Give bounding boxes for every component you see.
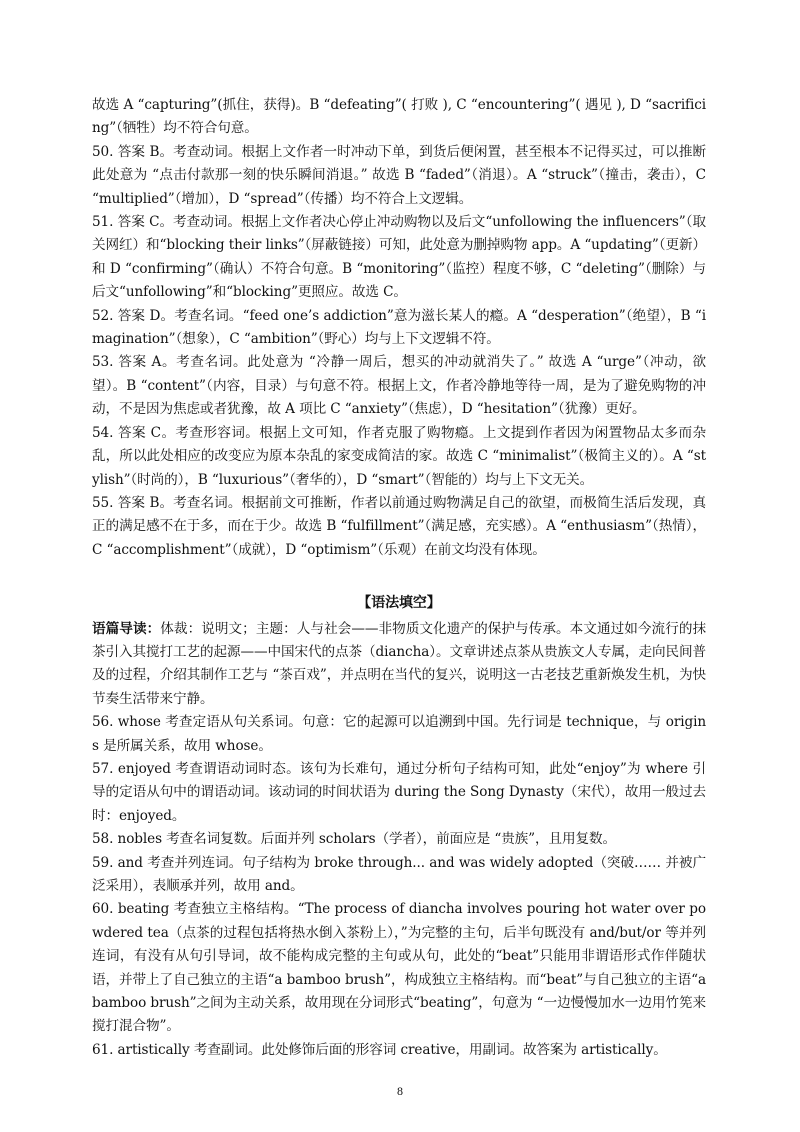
- answer-53: 53. 答案 A。考查名词。此处意为 “冷静一周后，想买的冲动就消失了。” 故选 A “urge”（冲动，欲望）。B “content”（内容，目录）与句意不符。根据上文，作者冷静地等待一周，是为了避免购物的冲动，不是因为焦虑或者犹豫，故 A 项比 C “anxiety”（焦虑），D “hesitation”（犹豫）更好。: [92, 354, 706, 418]
- answer-59: 59. and 考查并列连词。句子结构为 broke through... and was widely adopted（突破…… 并被广泛采用），表顺承并列，故用 and。: [92, 854, 706, 894]
- passage-intro: [92, 618, 706, 712]
- answer-51: 51. 答案 C。考查动词。根据上文作者决心停止冲动购物以及后文“unfollowing the influencers”（取关网红）和“blocking their links”（屏蔽链接）可知，此处意为删掉购物 app。A “updating”（更新）和 D “confirming”（确认）不符合句意。B “monitoring”（监控）程度不够，C “deleting”（删除）与后文“unfollowing”和“blocking”更照应。故选 C。: [92, 214, 706, 301]
- answer-56: 56. whose 考查定语从句关系词。句意：它的起源可以追溯到中国。先行词是 technique，与 origins 是所属关系，故用 whose。: [92, 714, 706, 754]
- answer-49-continued: 故选 A “capturing”(抓住，获得)。B “defeating”( 打败 ), C “encountering”( 遇见 ), D “sacrificing”（牺牲）均不符合句意。: [92, 97, 706, 137]
- answer-50: 50. 答案 B。考查动词。根据上文作者一时冲动下单，到货后便闲置，甚至根本不记得买过，可以推断此处意为 “点击付款那一刻的快乐瞬间消退。” 故选 B “faded”（消退）。A “struck”（撞击，袭击），C “multiplied”（增加），D “spread”（传播）均不符合上文逻辑。: [92, 143, 706, 207]
- answer-54: 54. 答案 C。考查形容词。根据上文可知，作者克服了购物瘾。上文提到作者因为闲置物品太多而杂乱，所以此处相应的改变应为原本杂乱的家变成简洁的家。故选 C “minimalist”（极简主义的）。A “stylish”（时尚的），B “luxurious”（奢华的），D “smart”（智能的）均与上下文无关。: [92, 424, 706, 488]
- answer-61: 61. artistically 考查副词。此处修饰后面的形容词 creative，用副词。故答案为 artistically。: [92, 1041, 667, 1058]
- intro-text: 体裁：说明文；主题：人与社会——非物质文化遗产的保护与传承。本文通过如今流行的抹茶引入其搅打工艺的起源——中国宋代的点茶（diancha）。文章讲述点茶从贵族文人专属，走向民间普及的过程，介绍其制作工艺与 “茶百戏”，并点明在当代的复兴，说明这一古老技艺重新焕发生机，为快节奏生活带来宁静。: [92, 620, 707, 707]
- answer-55: 55. 答案 B。考查名词。根据前文可推断，作者以前通过购物满足自己的欲望，而极简生活后发现，真正的满足感不在于多，而在于少。故选 B “fulfillment”（满足感，充实感）。A “enthusiasm”（热情），C “accomplishment”（成就），D “optimism”（乐观）在前文均没有体现。: [92, 494, 706, 558]
- document-body: [92, 94, 706, 1062]
- intro-label: 语篇导读：: [92, 620, 161, 637]
- answer-52: 52. 答案 D。考查名词。“feed one’s addiction”意为滋长某人的瘾。A “desperation”（绝望），B “imagination”（想象），C “ambition”（野心）均与上下文逻辑不符。: [92, 307, 706, 348]
- answer-57: 57. enjoyed 考查谓语动词时态。该句为长难句，通过分析句子结构可知，此处“enjoy”为 where 引导的定语从句中的谓语动词。该动词的时间状语为 during the Song Dynasty（宋代），故用一般过去时：enjoyed。: [92, 760, 706, 824]
- answer-60: 60. beating 考查独立主格结构。“The process of diancha involves pouring hot water over powdered tea（点茶的过程包括将热水倒入茶粉上），”为完整的主句，后半句既没有 and/but/or 等并列连词，有没有从句引导词，故不能构成完整的主句或从句，此处的“beat”只能用非谓语形式作伴随状语，并带上了自己独立的主语“a bamboo brush”，构成独立主格结构。而“beat”与自己独立的主语“a bamboo brush”之间为主动关系，故用现在分词形式“beating”，句意为 “一边慢慢加水一边用竹筅来搅打混合物”。: [92, 901, 706, 1035]
- answer-58: 58. nobles 考查名词复数。后面并列 scholars（学者），前面应是 “贵族”，且用复数。: [92, 831, 616, 848]
- section-title-grammar: 【语法填空】: [357, 595, 441, 612]
- page-number: 8: [397, 1084, 403, 1098]
